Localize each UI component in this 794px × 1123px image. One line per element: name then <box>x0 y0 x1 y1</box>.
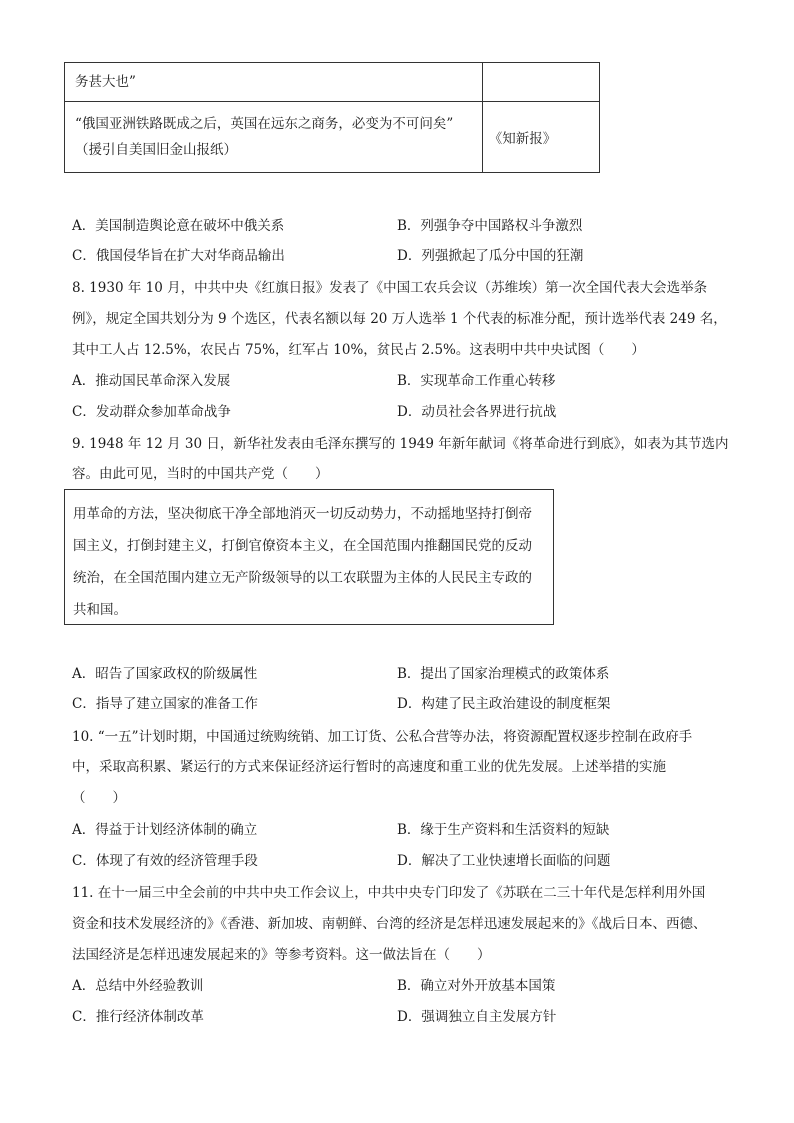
q9-quote-box <box>64 489 554 625</box>
q9-option-a[interactable]: A．昭告了国家政权的阶级属性 <box>72 666 258 682</box>
q10-option-c[interactable]: C．体现了有效的经济管理手段 <box>72 853 258 869</box>
q11-option-d[interactable]: D．强调独立自主发展方针 <box>397 1009 557 1025</box>
q11-stem-line: 资金和技术发展经济的》《香港、新加坡、南朝鲜、台湾的经济是怎样迅速发展起来的》《战后日本、西德、 <box>72 916 707 932</box>
q9-stem-line: 容。由此可见，当时的中国共产党（ ） <box>72 466 329 482</box>
table-cell-text: 务甚大也” <box>65 63 483 102</box>
table-cell-text <box>65 102 483 173</box>
table-row <box>65 63 600 102</box>
q9-stem-line: 9. 1948 年 12 月 30 日，新华社发表由毛泽东撰写的 1949 年新年献词《将革命进行到底》，如表为其节选内 <box>72 436 729 452</box>
q10-stem-line: 10. “一五”计划时期，中国通过统购统销、加工订货、公私合营等办法，将资源配置权逐步控制在政府手 <box>72 729 693 745</box>
q10-option-b[interactable]: B．缘于生产资料和生活资料的短缺 <box>397 822 610 838</box>
q9-quote-line: 用革命的方法，坚决彻底干净全部地消灭一切反动势力，不动摇地坚持打倒帝 <box>73 506 532 522</box>
q10-option-d[interactable]: D．解决了工业快速增长面临的问题 <box>397 853 611 869</box>
q11-stem-line: 11. 在十一届三中全会前的中共中央工作会议上，中共中央专门印发了《苏联在二三十年代是怎样利用外国 <box>72 885 706 901</box>
q10-option-a[interactable]: A．得益于计划经济体制的确立 <box>72 822 258 838</box>
q8-stem-line: 例》，规定全国共划分为 9 个选区，代表名额以每 20 万人选举 1 个代表的标准分配，预计选举代表 249 名， <box>72 311 727 327</box>
q9-option-b[interactable]: B．提出了国家治理模式的政策体系 <box>397 666 610 682</box>
q11-option-a[interactable]: A．总结中外经验教训 <box>72 978 204 994</box>
q8-option-d[interactable]: D．动员社会各界进行抗战 <box>397 404 557 420</box>
q7-option-c[interactable]: C．俄国侵华旨在扩大对华商品输出 <box>72 248 285 264</box>
table-quote-line: “俄国亚洲铁路既成之后，英国在远东之商务，必变为不可问矣” <box>75 116 454 132</box>
q8-stem-line: 其中工人占 12.5%，农民占 75%，红军占 10%，贫民占 2.5%。这表明中共中央试图（ ） <box>72 342 645 358</box>
q9-quote-line: 共和国。 <box>73 602 127 618</box>
q8-option-a[interactable]: A．推动国民革命深入发展 <box>72 373 231 389</box>
q9-quote-line: 统治，在全国范围内建立无产阶级领导的以工农联盟为主体的人民民主专政的 <box>73 570 532 586</box>
q9-option-c[interactable]: C．指导了建立国家的准备工作 <box>72 696 258 712</box>
q8-option-b[interactable]: B．实现革命工作重心转移 <box>397 373 556 389</box>
q7-option-a[interactable]: A．美国制造舆论意在破坏中俄关系 <box>72 218 285 234</box>
table-row <box>65 102 600 173</box>
q8-option-c[interactable]: C．发动群众参加革命战争 <box>72 404 231 420</box>
q9-option-d[interactable]: D．构建了民主政治建设的制度框架 <box>397 696 611 712</box>
q8-stem-line: 8. 1930 年 10 月，中共中央《红旗日报》发表了《中国工农兵会议（苏维埃）第一次全国代表大会选举条 <box>72 280 708 296</box>
table-cell-source <box>482 63 599 102</box>
table-quote-citation: （援引自美国旧金山报纸） <box>75 142 237 158</box>
source-table <box>64 62 600 173</box>
q7-option-d[interactable]: D．列强掀起了瓜分中国的狂潮 <box>397 248 584 264</box>
q10-stem-line: （ ） <box>72 790 126 806</box>
q11-stem-line: 法国经济是怎样迅速发展起来的》等参考资料。这一做法旨在（ ） <box>72 947 491 963</box>
table-cell-source: 《知新报》 <box>482 102 599 173</box>
q9-quote-line: 国主义，打倒封建主义，打倒官僚资本主义，在全国范围内推翻国民党的反动 <box>73 538 532 554</box>
q7-option-b[interactable]: B．列强争夺中国路权斗争激烈 <box>397 218 583 234</box>
q10-stem-line: 中，采取高积累、紧运行的方式来保证经济运行暂时的高速度和重工业的优先发展。上述举措的实施 <box>72 759 666 775</box>
q11-option-c[interactable]: C．推行经济体制改革 <box>72 1009 204 1025</box>
q11-option-b[interactable]: B．确立对外开放基本国策 <box>397 978 556 994</box>
